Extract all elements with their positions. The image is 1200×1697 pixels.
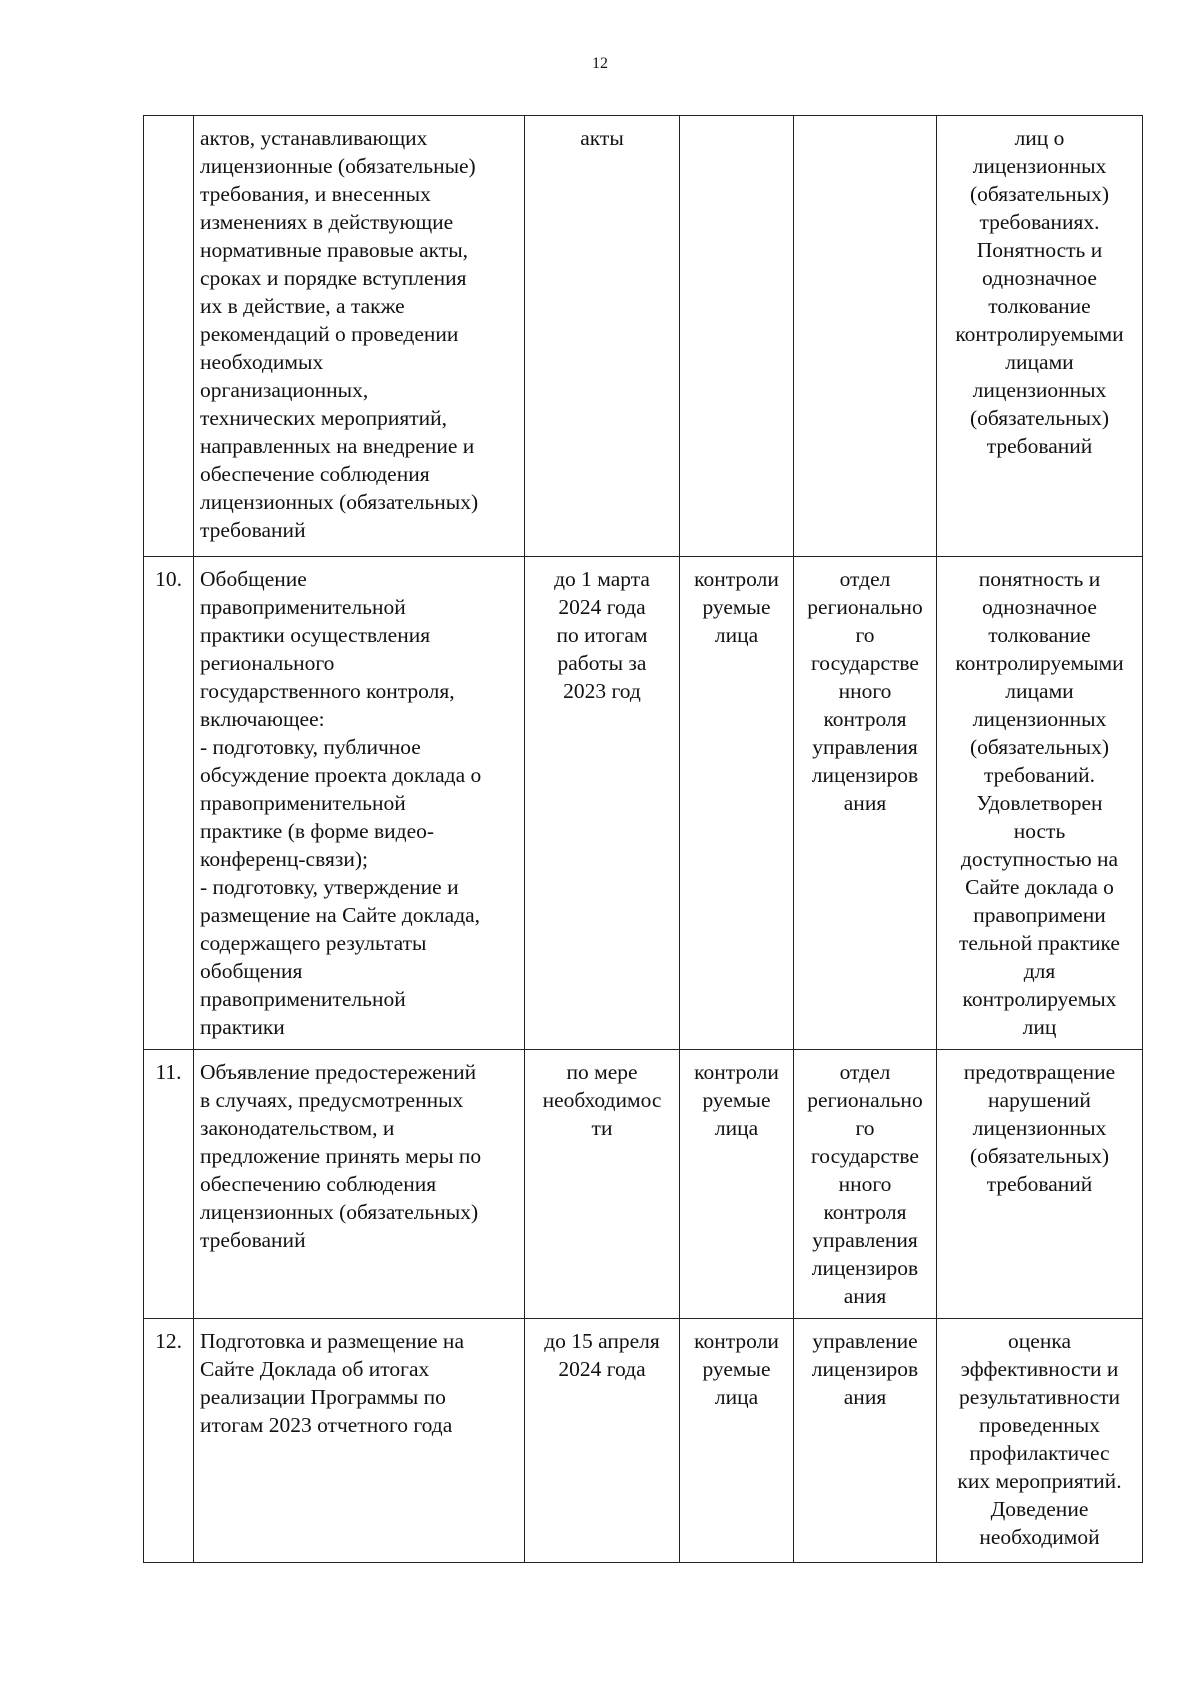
cell-text-line: руемые	[702, 595, 771, 619]
measures-table	[143, 115, 1143, 1563]
cell-text-line: обеспечению соблюдения	[200, 1172, 437, 1196]
cell-text-line: управление	[812, 1329, 918, 1353]
target-group-cell	[680, 1319, 794, 1563]
cell-text-line: толкование	[988, 294, 1091, 318]
cell-text-line: лицензиров	[811, 1256, 919, 1280]
cell-text-line: результативности	[958, 1385, 1121, 1409]
cell-text-line: необходимых	[200, 350, 324, 374]
table-row	[144, 1050, 1143, 1319]
cell-text-line: ность	[1013, 819, 1066, 843]
cell-text-line: государственного контроля,	[200, 679, 455, 703]
cell-text-line: регионально	[807, 595, 923, 619]
cell-text-line: руемые	[702, 1357, 771, 1381]
cell-text-line: актов, устанавливающих	[200, 126, 428, 150]
cell-text-line: работы за	[557, 651, 647, 675]
cell-text-line: контроли	[694, 1329, 779, 1353]
cell-text-line: управления	[812, 1228, 918, 1252]
cell-text-line: понятность и	[978, 567, 1101, 591]
cell-text-line: необходимой	[979, 1525, 1100, 1549]
cell-text-line: контроля	[823, 1200, 907, 1224]
cell-text-line: (обязательных)	[969, 1144, 1109, 1168]
cell-text-line: лицензиров	[811, 1357, 919, 1381]
cell-text-line: правоприменительной	[200, 791, 406, 815]
cell-text-line: по итогам	[556, 623, 648, 647]
cell-text-line: практике (в форме видео-	[200, 819, 435, 843]
cell-text-line: контролируемыми	[955, 651, 1124, 675]
cell-text-line: содержащего результаты	[200, 931, 427, 955]
cell-text-line: предложение принять меры по	[200, 1144, 482, 1168]
cell-text-line: управления	[812, 735, 918, 759]
cell-text-line: доступностью на	[960, 847, 1119, 871]
responsible-unit-cell	[794, 557, 937, 1050]
expected-result-cell	[937, 116, 1143, 557]
cell-text-line: Объявление предостережений	[200, 1060, 477, 1084]
cell-text-line: Доведение	[990, 1497, 1089, 1521]
table-row	[144, 116, 1143, 557]
page-number: 12	[592, 55, 608, 72]
deadline-cell	[525, 557, 680, 1050]
table-row	[144, 557, 1143, 1050]
deadline-cell	[525, 116, 680, 557]
cell-text-line: проведенных	[979, 1413, 1100, 1437]
cell-text-line: нормативные правовые акты,	[200, 238, 469, 262]
cell-text-line: обеспечение соблюдения	[200, 462, 430, 486]
cell-text-line: предотвращение	[963, 1060, 1116, 1084]
cell-text-line: 2023 год	[563, 679, 641, 703]
cell-text-line: для	[1023, 959, 1056, 983]
cell-text-line: лицензионных (обязательных)	[200, 490, 479, 514]
cell-text-line: конференц-связи);	[200, 847, 368, 871]
cell-text-line: их в действие, а также	[200, 294, 405, 318]
expected-result-cell	[937, 557, 1143, 1050]
deadline-cell	[525, 1319, 680, 1563]
table-row	[144, 1319, 1143, 1563]
cell-text-line: толкование	[988, 623, 1091, 647]
responsible-unit-cell	[794, 1050, 937, 1319]
responsible-unit-cell	[794, 116, 937, 557]
cell-text-line: государстве	[811, 1144, 919, 1168]
cell-text-line: отдел	[839, 567, 891, 591]
cell-text-line: Обобщение	[200, 567, 307, 591]
cell-text-line: лица	[714, 1116, 759, 1140]
cell-text-line: лиц	[1022, 1015, 1057, 1039]
cell-text-line: отдел	[839, 1060, 891, 1084]
cell-text-line: лицензионные (обязательные)	[200, 154, 476, 178]
cell-text-line: правоприменительной	[200, 987, 406, 1011]
item-number-cell	[144, 116, 194, 557]
cell-text-line: ания	[843, 1385, 887, 1409]
cell-text-line: сроках и порядке вступления	[200, 266, 467, 290]
cell-text-line: изменениях в действующие	[200, 210, 454, 234]
cell-text-line: регионально	[807, 1088, 923, 1112]
cell-text-line: организационных,	[200, 378, 369, 402]
cell-text-line: - подготовку, публичное	[200, 735, 421, 759]
cell-text-line: размещение на Сайте доклада,	[200, 903, 481, 927]
cell-text-line: контроли	[694, 567, 779, 591]
cell-text-line: (обязательных)	[969, 735, 1109, 759]
cell-text-line: Сайте доклада о	[965, 875, 1114, 899]
measure-description-cell	[194, 557, 525, 1050]
cell-text-line: до 15 апреля	[544, 1329, 660, 1353]
cell-text-line: нного	[838, 1172, 892, 1196]
cell-text-line: регионального	[200, 651, 335, 675]
cell-text-line: правопримени	[973, 903, 1106, 927]
measures-table-body	[144, 116, 1143, 1563]
item-number-cell: 12.	[144, 1319, 194, 1563]
cell-text-line: требований	[986, 434, 1093, 458]
cell-text-line: ания	[843, 1284, 887, 1308]
cell-text-line: государстве	[811, 651, 919, 675]
cell-text-line: Понятность и	[976, 238, 1103, 262]
cell-text-line: направленных на внедрение и	[200, 434, 475, 458]
cell-text-line: законодательством, и	[200, 1116, 395, 1140]
cell-text-line: итогам 2023 отчетного года	[200, 1413, 453, 1437]
cell-text-line: го	[855, 623, 875, 647]
cell-text-line: лицензиров	[811, 763, 919, 787]
cell-text-line: 2024 года	[558, 595, 646, 619]
cell-text-line: акты	[580, 126, 624, 150]
cell-text-line: требования, и внесенных	[200, 182, 431, 206]
cell-text-line: нного	[838, 679, 892, 703]
cell-text-line: лицами	[1005, 679, 1074, 703]
cell-text-line: го	[855, 1116, 875, 1140]
cell-text-line: по мере	[566, 1060, 638, 1084]
cell-text-line: (обязательных)	[969, 182, 1109, 206]
cell-text-line: требований	[200, 1228, 306, 1252]
cell-text-line: практики осуществления	[200, 623, 431, 647]
cell-text-line: требований	[200, 518, 306, 542]
measure-description-cell	[194, 1319, 525, 1563]
cell-text-line: тельной практике	[959, 931, 1120, 955]
cell-text-line: оценка	[1008, 1329, 1071, 1353]
cell-text-line: контролируемыми	[955, 322, 1124, 346]
expected-result-cell	[937, 1319, 1143, 1563]
cell-text-line: - подготовку, утверждение и	[200, 875, 459, 899]
cell-text-line: лицензионных	[972, 1116, 1107, 1140]
cell-text-line: лица	[714, 1385, 759, 1409]
cell-text-line: рекомендаций о проведении	[200, 322, 459, 346]
cell-text-line: лицензионных	[972, 378, 1107, 402]
cell-text-line: ти	[591, 1116, 613, 1140]
cell-text-line: технических мероприятий,	[200, 406, 448, 430]
item-number-cell: 11.	[144, 1050, 194, 1319]
cell-text-line: до 1 марта	[554, 567, 650, 591]
cell-text-line: контроли	[694, 1060, 779, 1084]
cell-text-line: в случаях, предусмотренных	[200, 1088, 464, 1112]
cell-text-line: эффективности и	[960, 1357, 1119, 1381]
cell-text-line: требованиях.	[979, 210, 1100, 234]
cell-text-line: лицензионных (обязательных)	[200, 1200, 479, 1224]
responsible-unit-cell	[794, 1319, 937, 1563]
cell-text-line: нарушений	[988, 1088, 1091, 1112]
cell-text-line: Сайте Доклада об итогах	[200, 1357, 430, 1381]
cell-text-line: лиц о	[1014, 126, 1065, 150]
target-group-cell	[680, 557, 794, 1050]
cell-text-line: включающее:	[200, 707, 325, 731]
expected-result-cell	[937, 1050, 1143, 1319]
cell-text-line: 2024 года	[558, 1357, 646, 1381]
measure-description-cell	[194, 1050, 525, 1319]
cell-text-line: руемые	[702, 1088, 771, 1112]
cell-text-line: контроля	[823, 707, 907, 731]
cell-text-line: обобщения	[200, 959, 303, 983]
cell-text-line: Удовлетворен	[976, 791, 1103, 815]
cell-text-line: реализации Программы по	[200, 1385, 446, 1409]
cell-text-line: однозначное	[982, 266, 1097, 290]
cell-text-line: лица	[714, 623, 759, 647]
cell-text-line: ания	[843, 791, 887, 815]
cell-text-line: Подготовка и размещение на	[200, 1329, 464, 1353]
cell-text-line: (обязательных)	[969, 406, 1109, 430]
cell-text-line: лицензионных	[972, 707, 1107, 731]
target-group-cell	[680, 1050, 794, 1319]
cell-text-line: профилактичес	[969, 1441, 1110, 1465]
cell-text-line: лицами	[1005, 350, 1074, 374]
cell-text-line: необходимос	[542, 1088, 662, 1112]
cell-text-line: контролируемых	[962, 987, 1117, 1011]
cell-text-line: однозначное	[982, 595, 1097, 619]
cell-text-line: ких мероприятий.	[957, 1469, 1122, 1493]
cell-text-line: обсуждение проекта доклада о	[200, 763, 482, 787]
target-group-cell	[680, 116, 794, 557]
cell-text-line: требований.	[984, 763, 1095, 787]
deadline-cell	[525, 1050, 680, 1319]
cell-text-line: практики	[200, 1015, 285, 1039]
cell-text-line: правоприменительной	[200, 595, 406, 619]
measure-description-cell	[194, 116, 525, 557]
item-number-cell: 10.	[144, 557, 194, 1050]
cell-text-line: лицензионных	[972, 154, 1107, 178]
cell-text-line: требований	[986, 1172, 1093, 1196]
